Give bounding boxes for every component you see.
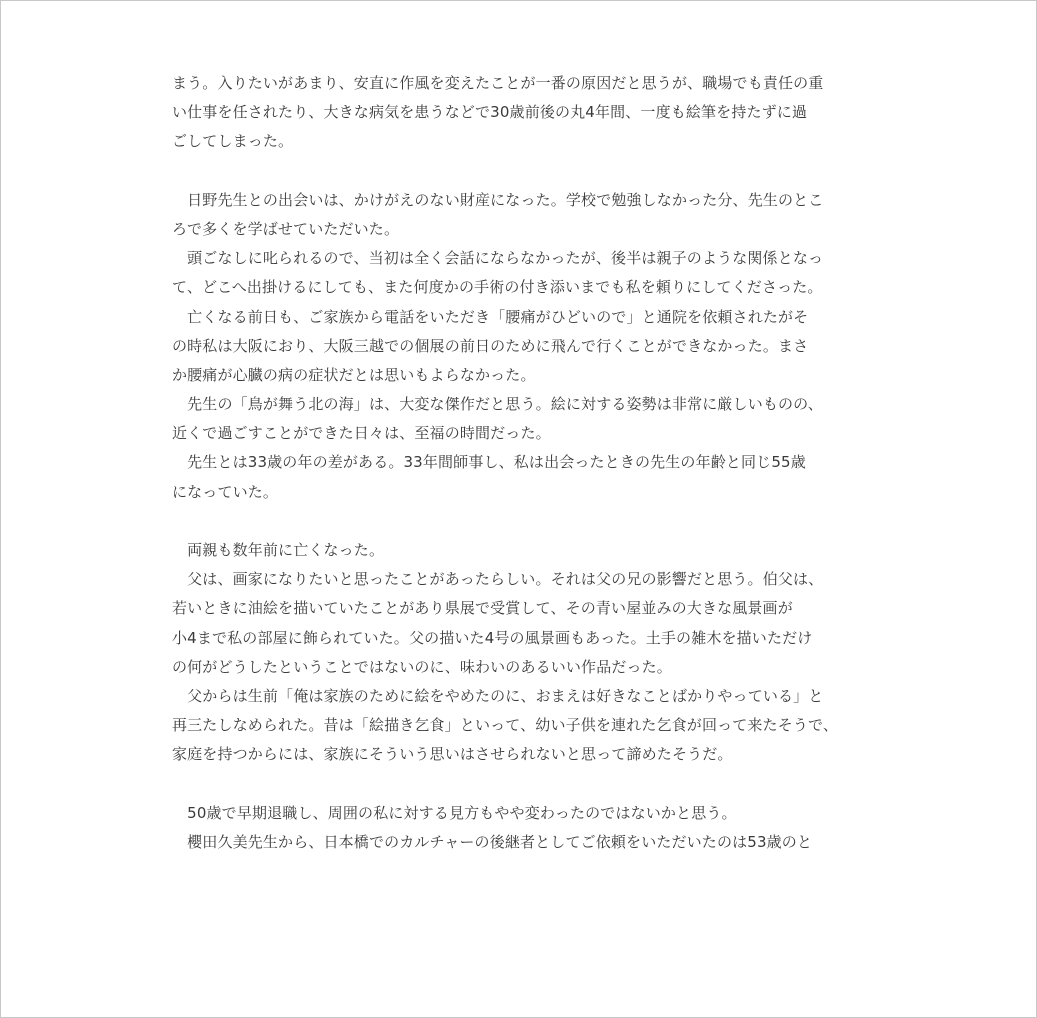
- document-body: [172, 69, 852, 857]
- text-line: 家庭を持つからには、家族にそういう思いはさせられないと思って諦めたそうだ。: [172, 745, 733, 764]
- text-line: 頭ごなしに叱られるので、当初は全く会話にならなかったが、後半は親子のような関係となっ: [172, 249, 824, 268]
- text-line: 櫻田久美先生から、日本橋でのカルチャーの後継者としてご依頼をいただいたのは53歳のと: [172, 832, 813, 851]
- paragraph-gap: [172, 507, 852, 536]
- text-line: ろで多くを学ばせていただいた。: [172, 219, 400, 238]
- text-line: 若いときに油絵を描いていたことがあり県展で受賞して、その青い屋並みの大きな風景画が: [172, 599, 793, 618]
- paragraph-gap: [172, 157, 852, 186]
- text-line: 両親も数年前に亡くなった。: [172, 541, 385, 559]
- text-line: 先生とは33歳の年の差がある。33年間師事し、私は出会ったときの先生の年齢と同じ55歳: [172, 453, 806, 472]
- text-line: 再三たしなめられた。昔は「絵描き乞食」といって、幼い子供を連れた乞食が回って来たそうで、: [172, 716, 839, 735]
- text-line: か腰痛が心臓の病の症状だとは思いもよらなかった。: [172, 365, 536, 384]
- text-line: になっていた。: [172, 482, 279, 501]
- text-line: の何がどうしたということではないのに、味わいのあるいい作品だった。: [172, 657, 672, 676]
- text-line: 亡くなる前日も、ご家族から電話をいただき「腰痛がひどいので」と通院を依頼されたがそ: [172, 307, 809, 326]
- text-line: 先生の「鳥が舞う北の海」は、大変な傑作だと思う。絵に対する姿勢は非常に厳しいものの、: [172, 395, 823, 414]
- paragraph-gap: [172, 770, 852, 799]
- text-line: まう。入りたいがあまり、安直に作風を変えたことが一番の原因だと思うが、職場でも責任の重: [172, 74, 824, 92]
- text-line: て、どこへ出掛けるにしても、また何度かの手術の付き添いまでも私を頼りにしてくださった。: [172, 278, 823, 297]
- text-line: 近くで過ごすことができた日々は、至福の時間だった。: [172, 424, 551, 443]
- text-line: の時私は大阪におり、大阪三越での個展の前日のために飛んで行くことができなかった。まさ: [172, 336, 809, 355]
- text-line: い仕事を任されたり、大きな病気を患うなどで30歳前後の丸4年間、一度も絵筆を持たずに過: [172, 103, 808, 122]
- text-line: ごしてしまった。: [172, 132, 294, 151]
- text-line: 父からは生前「俺は家族のために絵をやめたのに、おまえは好きなことばかりやっている」と: [172, 686, 824, 705]
- text-line: 小4まで私の部屋に飾られていた。父の描いた4号の風景画もあった。土手の雑木を描いただけ: [172, 628, 813, 647]
- text-line: 父は、画家になりたいと思ったことがあったらしい。それは父の兄の影響だと思う。伯父は、: [172, 570, 824, 589]
- text-line: 50歳で早期退職し、周囲の私に対する見方もやや変わったのではないかと思う。: [172, 803, 737, 822]
- text-line: 日野先生との出会いは、かけがえのない財産になった。学校で勉強しなかった分、先生のとこ: [172, 190, 824, 209]
